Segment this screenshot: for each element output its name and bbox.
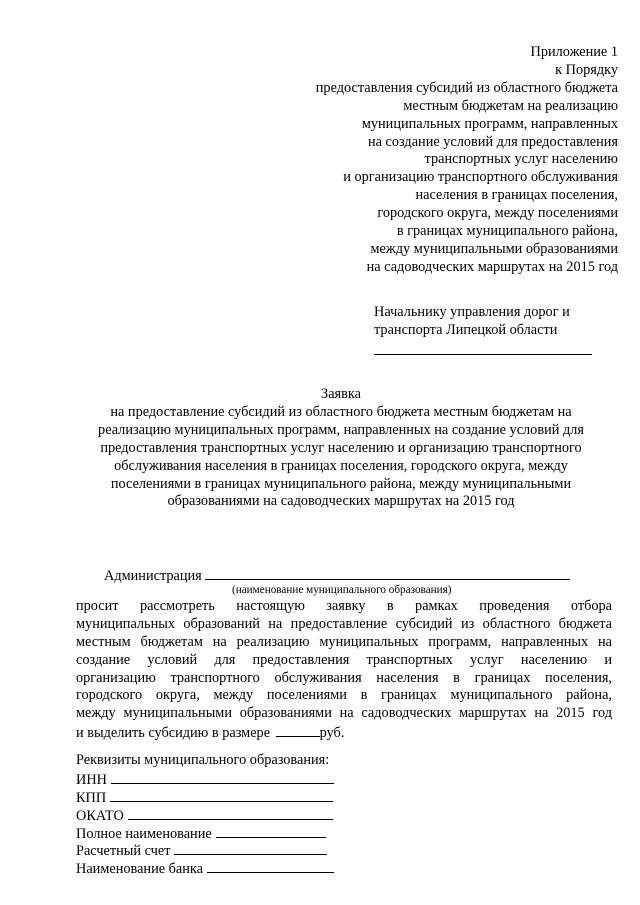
title-line: реализацию муниципальных программ, направленных на создание условий для xyxy=(98,421,584,438)
requisite-kpp xyxy=(76,788,334,806)
requisite-full-name xyxy=(76,824,334,842)
requisite-label: Полное наименование xyxy=(76,825,212,842)
appendix-line: на создание условий для предоставления xyxy=(367,133,618,150)
title-line: обслуживания населения в границах поселения, городского округа, между xyxy=(114,457,568,474)
title-line: предоставления транспортных услуг населению и организацию транспортного xyxy=(100,439,582,456)
subsidy-amount-blank[interactable] xyxy=(276,723,320,737)
body-last-line xyxy=(76,723,612,741)
requisite-label: КПП xyxy=(76,789,107,806)
addressee-line: транспорта Липецкой области xyxy=(374,321,558,338)
requisite-label: ИНН xyxy=(76,771,107,788)
subsidy-amount-prefix: и выделить субсидию в размере xyxy=(76,725,271,742)
addressee-block xyxy=(374,304,614,355)
administration-name-blank[interactable] xyxy=(205,566,570,580)
application-title xyxy=(60,386,622,511)
body-line: местным бюджетам на реализацию муниципальных программ, направленных на xyxy=(76,633,612,650)
subsidy-amount-suffix: руб. xyxy=(319,725,345,742)
requisite-label: Наименование банка xyxy=(76,861,203,878)
appendix-line: транспортных услуг населению xyxy=(424,151,618,168)
bank-name-field[interactable] xyxy=(207,859,334,873)
requisites-block xyxy=(76,752,334,877)
body-line: муниципальных образований на предоставление субсидий из областного бюджета xyxy=(76,615,612,632)
request-body xyxy=(76,598,612,741)
requisite-inn xyxy=(76,770,334,788)
body-line: между муниципальными образованиями на садоводческих маршрутах на 2015 год xyxy=(76,705,612,722)
appendix-line: к Порядку xyxy=(555,61,618,78)
appendix-line: на садоводческих маршрутах на 2015 год xyxy=(366,258,618,275)
requisite-label: Расчетный счет xyxy=(76,843,171,860)
title-line: образованиями на садоводческих маршрутах на 2015 год xyxy=(167,493,515,510)
administration-label: Администрация xyxy=(104,568,202,584)
appendix-line: муниципальных программ, направленных xyxy=(361,115,618,132)
addressee-line: Начальнику управления дорог и xyxy=(374,304,570,320)
title-line: на предоставление субсидий из областного бюджета местным бюджетам на xyxy=(110,403,572,420)
okato-field[interactable] xyxy=(128,806,333,820)
inn-field[interactable] xyxy=(111,770,334,784)
requisite-bank xyxy=(76,859,334,877)
requisites-heading: Реквизиты муниципального образования: xyxy=(76,752,330,768)
title-heading: Заявка xyxy=(321,386,361,402)
appendix-line: предоставления субсидий из областного бюджета xyxy=(315,79,618,96)
administration-hint: (наименование муниципального образования) xyxy=(232,584,452,596)
appendix-line: Приложение 1 xyxy=(530,44,618,60)
account-field[interactable] xyxy=(174,841,327,855)
appendix-line: в границах муниципального района, xyxy=(396,223,618,240)
appendix-line: местным бюджетам на реализацию xyxy=(403,97,618,114)
appendix-line: городского округа, между поселениями xyxy=(377,205,618,222)
requisite-account xyxy=(76,841,334,859)
appendix-header xyxy=(258,44,618,277)
title-line: поселениями в границах муниципального района, между муниципальными xyxy=(110,475,572,492)
body-line: организацию транспортного обслуживания населения в границах поселения, xyxy=(76,669,612,686)
body-line: создание условий для предоставления транспортных услуг населению и xyxy=(76,651,612,668)
addressee-name-blank[interactable] xyxy=(374,340,592,355)
appendix-line: населения в границах поселения, xyxy=(415,187,618,204)
full-name-field[interactable] xyxy=(216,824,326,838)
requisite-label: ОКАТО xyxy=(76,807,124,824)
body-line: просит рассмотреть настоящую заявку в рамках проведения отбора xyxy=(76,598,612,614)
appendix-line: и организацию транспортного обслуживания xyxy=(343,169,618,186)
kpp-field[interactable] xyxy=(110,788,333,802)
appendix-line: между муниципальными образованиями xyxy=(370,240,618,257)
requisite-okato xyxy=(76,806,334,824)
body-line: городского округа, между поселениями в границах муниципального района, xyxy=(76,687,612,704)
